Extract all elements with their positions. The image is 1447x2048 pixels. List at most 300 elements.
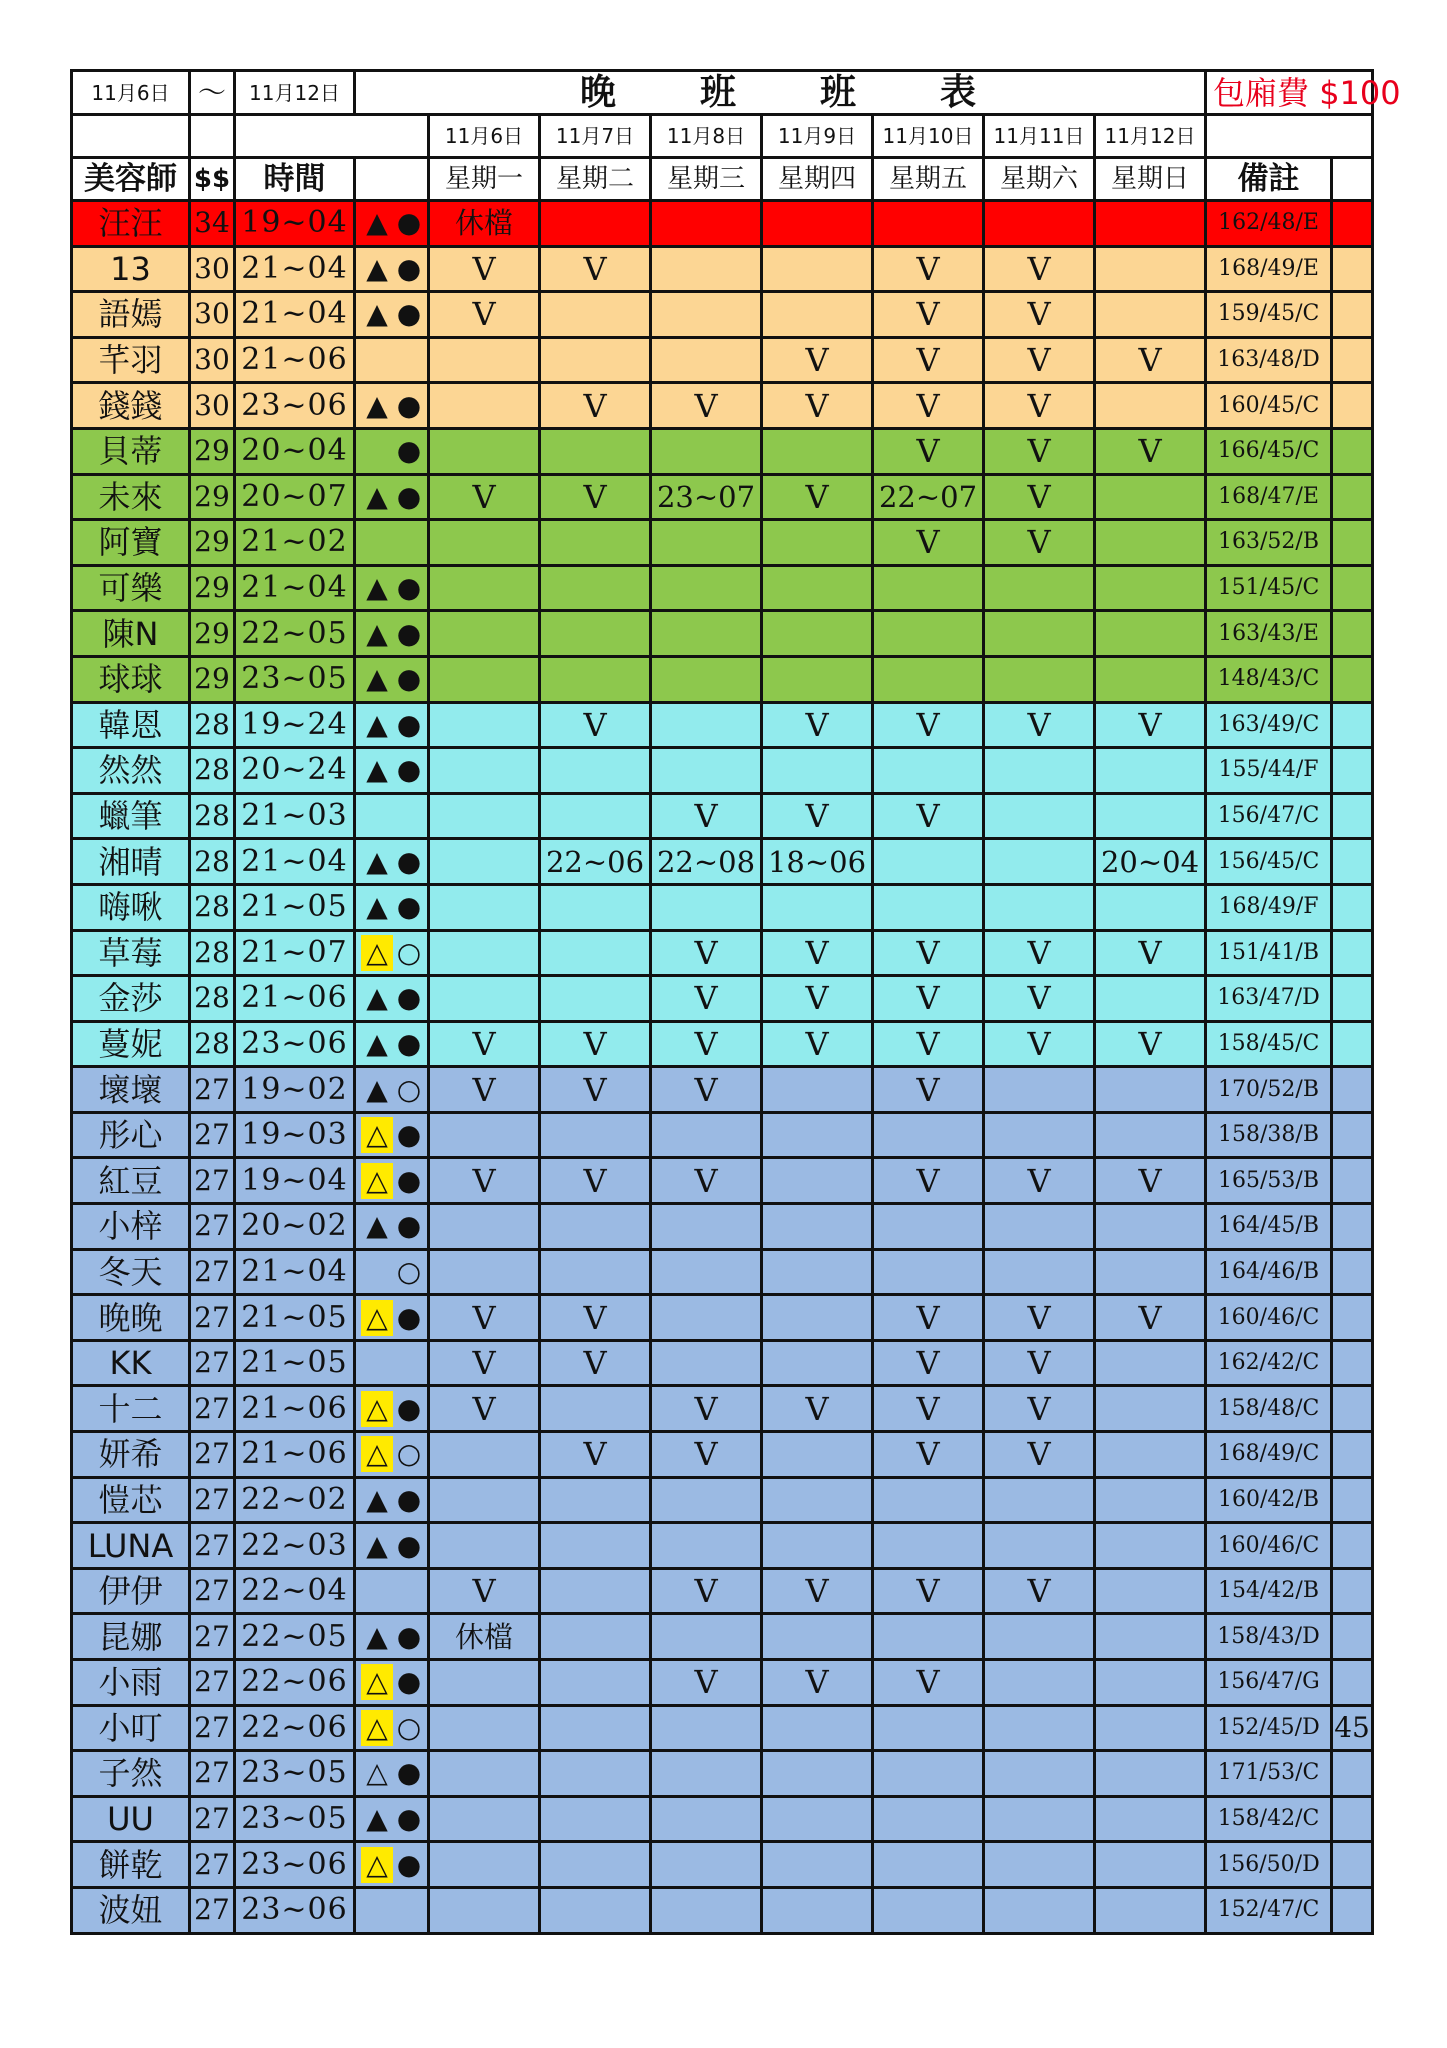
staff-hours: 22~06 xyxy=(235,1705,355,1751)
day-cell xyxy=(540,656,651,702)
extra-cell xyxy=(1332,292,1373,338)
staff-hours: 19~02 xyxy=(235,1067,355,1113)
staff-row xyxy=(72,201,1373,247)
mark-symbol: ▲ xyxy=(366,1528,388,1562)
staff-name: 錢錢 xyxy=(72,383,190,429)
staff-hours: 22~06 xyxy=(235,1660,355,1706)
day-cell xyxy=(429,337,540,383)
staff-name: LUNA xyxy=(72,1523,190,1569)
day-cell xyxy=(540,565,651,611)
day-cell: V xyxy=(873,1386,984,1432)
day-cell xyxy=(1095,1477,1206,1523)
day-cell: V xyxy=(984,1432,1095,1478)
mark-symbol: ● xyxy=(396,206,422,240)
day-cell: V xyxy=(984,520,1095,566)
staff-name: 嗨啾 xyxy=(72,884,190,930)
staff-marks xyxy=(355,1112,429,1158)
staff-note: 160/42/B xyxy=(1206,1477,1332,1523)
day-cell xyxy=(873,1751,984,1797)
day-cell: V xyxy=(984,383,1095,429)
staff-hours: 21~04 xyxy=(235,565,355,611)
mark-symbol: ● xyxy=(396,890,422,924)
staff-name: 可樂 xyxy=(72,565,190,611)
day-cell xyxy=(984,1751,1095,1797)
day-cell: V xyxy=(984,1295,1095,1341)
day-cell xyxy=(762,1432,873,1478)
day-cell: 休檔 xyxy=(429,1614,540,1660)
day-cell xyxy=(540,1523,651,1569)
day-cell xyxy=(984,1842,1095,1888)
day-cell: V xyxy=(984,1386,1095,1432)
extra-cell xyxy=(1332,1887,1373,1933)
day-cell: V xyxy=(651,976,762,1022)
day-cell: V xyxy=(984,1340,1095,1386)
day-cell: 23~07 xyxy=(651,474,762,520)
day-cell xyxy=(1095,246,1206,292)
staff-hours: 22~05 xyxy=(235,1614,355,1660)
day-cell xyxy=(651,1204,762,1250)
staff-row xyxy=(72,656,1373,702)
staff-hours: 23~05 xyxy=(235,656,355,702)
day-cell xyxy=(429,383,540,429)
extra-cell xyxy=(1332,1112,1373,1158)
extra-cell xyxy=(1332,656,1373,702)
staff-hours: 20~07 xyxy=(235,474,355,520)
staff-marks xyxy=(355,930,429,976)
staff-note: 152/47/C xyxy=(1206,1887,1332,1933)
staff-marks xyxy=(355,793,429,839)
staff-marks xyxy=(355,565,429,611)
day-cell xyxy=(540,1705,651,1751)
staff-name: 汪汪 xyxy=(72,201,190,247)
day-cell xyxy=(540,611,651,657)
staff-price: 27 xyxy=(190,1158,235,1204)
staff-marks xyxy=(355,1523,429,1569)
day-cell xyxy=(762,428,873,474)
day-cell xyxy=(651,1705,762,1751)
day-cell xyxy=(984,1249,1095,1295)
day-cell: V xyxy=(1095,930,1206,976)
staff-price: 27 xyxy=(190,1660,235,1706)
staff-hours: 21~04 xyxy=(235,246,355,292)
staff-row xyxy=(72,1432,1373,1478)
staff-row xyxy=(72,246,1373,292)
staff-note: 151/45/C xyxy=(1206,565,1332,611)
staff-row xyxy=(72,337,1373,383)
day-cell xyxy=(984,1887,1095,1933)
date-header: 11月7日 xyxy=(540,115,651,158)
day-cell xyxy=(762,884,873,930)
day-cell xyxy=(429,930,540,976)
day-cell xyxy=(429,656,540,702)
day-cell xyxy=(1095,474,1206,520)
staff-note: 159/45/C xyxy=(1206,292,1332,338)
staff-marks xyxy=(355,1705,429,1751)
staff-name: 然然 xyxy=(72,748,190,794)
staff-price: 27 xyxy=(190,1340,235,1386)
staff-price: 28 xyxy=(190,884,235,930)
day-cell xyxy=(651,1842,762,1888)
staff-row xyxy=(72,1340,1373,1386)
day-cell xyxy=(984,656,1095,702)
staff-price: 28 xyxy=(190,930,235,976)
day-cell xyxy=(1095,976,1206,1022)
day-cell xyxy=(651,292,762,338)
day-cell: V xyxy=(429,1340,540,1386)
staff-row xyxy=(72,1842,1373,1888)
day-cell: V xyxy=(651,1021,762,1067)
staff-note: 168/49/C xyxy=(1206,1432,1332,1478)
day-cell xyxy=(762,1705,873,1751)
staff-row xyxy=(72,1021,1373,1067)
day-cell xyxy=(651,1477,762,1523)
day-cell xyxy=(429,1796,540,1842)
staff-marks xyxy=(355,1204,429,1250)
day-cell xyxy=(984,1614,1095,1660)
day-cell xyxy=(873,1204,984,1250)
day-cell: V xyxy=(762,1021,873,1067)
staff-hours: 19~24 xyxy=(235,702,355,748)
staff-name: 昆娜 xyxy=(72,1614,190,1660)
day-cell xyxy=(762,1067,873,1113)
staff-marks xyxy=(355,201,429,247)
day-cell: V xyxy=(984,1158,1095,1204)
staff-marks xyxy=(355,1021,429,1067)
staff-price: 28 xyxy=(190,839,235,885)
day-cell xyxy=(873,201,984,247)
staff-price: 27 xyxy=(190,1614,235,1660)
staff-marks xyxy=(355,611,429,657)
day-cell: V xyxy=(540,1158,651,1204)
day-cell: V xyxy=(873,1568,984,1614)
weekday-header: 星期二 xyxy=(540,158,651,201)
staff-name: 阿寶 xyxy=(72,520,190,566)
staff-price: 30 xyxy=(190,337,235,383)
mark-symbol: △ xyxy=(361,1847,393,1883)
staff-note: 151/41/B xyxy=(1206,930,1332,976)
staff-note: 152/45/D xyxy=(1206,1705,1332,1751)
staff-row xyxy=(72,1614,1373,1660)
day-cell: V xyxy=(651,1386,762,1432)
staff-hours: 19~04 xyxy=(235,201,355,247)
day-cell: V xyxy=(762,1386,873,1432)
day-cell xyxy=(651,337,762,383)
staff-note: 166/45/C xyxy=(1206,428,1332,474)
staff-marks xyxy=(355,1432,429,1478)
blank-cell xyxy=(1206,115,1373,158)
day-cell xyxy=(540,1751,651,1797)
day-cell: V xyxy=(540,1295,651,1341)
day-cell xyxy=(984,201,1095,247)
staff-hours: 20~24 xyxy=(235,748,355,794)
day-cell xyxy=(984,611,1095,657)
day-cell xyxy=(762,520,873,566)
day-cell xyxy=(762,1249,873,1295)
staff-marks xyxy=(355,292,429,338)
day-cell: V xyxy=(651,793,762,839)
day-cell xyxy=(762,1751,873,1797)
staff-price: 28 xyxy=(190,748,235,794)
day-cell xyxy=(1095,1067,1206,1113)
day-cell xyxy=(651,1796,762,1842)
staff-row xyxy=(72,1523,1373,1569)
day-cell xyxy=(984,565,1095,611)
staff-hours: 22~04 xyxy=(235,1568,355,1614)
day-cell xyxy=(540,1249,651,1295)
day-cell: V xyxy=(651,1568,762,1614)
staff-price: 29 xyxy=(190,565,235,611)
day-cell xyxy=(651,1295,762,1341)
extra-cell: 45 xyxy=(1332,1705,1373,1751)
day-cell: V xyxy=(762,383,873,429)
weekday-header: 星期日 xyxy=(1095,158,1206,201)
staff-marks xyxy=(355,1158,429,1204)
day-cell xyxy=(984,1067,1095,1113)
day-cell xyxy=(429,1477,540,1523)
staff-note: 163/43/E xyxy=(1206,611,1332,657)
day-cell xyxy=(762,565,873,611)
staff-hours: 20~02 xyxy=(235,1204,355,1250)
staff-price: 29 xyxy=(190,656,235,702)
day-cell xyxy=(540,292,651,338)
day-cell: V xyxy=(984,292,1095,338)
staff-name: 波妞 xyxy=(72,1887,190,1933)
day-cell: V xyxy=(984,428,1095,474)
staff-marks xyxy=(355,1340,429,1386)
day-cell: V xyxy=(651,1432,762,1478)
staff-name: 小雨 xyxy=(72,1660,190,1706)
staff-price: 29 xyxy=(190,611,235,657)
staff-price: 27 xyxy=(190,1523,235,1569)
extra-cell xyxy=(1332,748,1373,794)
day-cell xyxy=(429,1204,540,1250)
day-cell xyxy=(762,656,873,702)
mark-symbol: ● xyxy=(396,753,422,787)
day-cell xyxy=(873,839,984,885)
date-header: 11月11日 xyxy=(984,115,1095,158)
staff-name: UU xyxy=(72,1796,190,1842)
day-cell xyxy=(1095,201,1206,247)
day-cell: 休檔 xyxy=(429,201,540,247)
staff-hours: 21~04 xyxy=(235,292,355,338)
day-cell xyxy=(651,520,762,566)
staff-row xyxy=(72,702,1373,748)
day-cell xyxy=(873,656,984,702)
extra-cell xyxy=(1332,976,1373,1022)
extra-cell xyxy=(1332,428,1373,474)
staff-hours: 23~06 xyxy=(235,383,355,429)
staff-note: 163/52/B xyxy=(1206,520,1332,566)
staff-name: 蠟筆 xyxy=(72,793,190,839)
staff-hours: 21~05 xyxy=(235,1340,355,1386)
staff-row xyxy=(72,1067,1373,1113)
day-cell xyxy=(1095,292,1206,338)
staff-row xyxy=(72,793,1373,839)
staff-note: 156/45/C xyxy=(1206,839,1332,885)
day-cell: V xyxy=(984,976,1095,1022)
mark-symbol: ● xyxy=(396,1391,422,1425)
staff-marks xyxy=(355,474,429,520)
staff-row xyxy=(72,1660,1373,1706)
day-cell xyxy=(984,1112,1095,1158)
mark-symbol: ● xyxy=(396,297,422,331)
staff-hours: 22~02 xyxy=(235,1477,355,1523)
staff-row xyxy=(72,1705,1373,1751)
staff-price: 29 xyxy=(190,428,235,474)
staff-note: 163/48/D xyxy=(1206,337,1332,383)
date-header: 11月9日 xyxy=(762,115,873,158)
day-cell xyxy=(873,1523,984,1569)
mark-symbol: ● xyxy=(396,1482,422,1516)
staff-note: 155/44/F xyxy=(1206,748,1332,794)
day-cell xyxy=(1095,565,1206,611)
weekday-header: 星期三 xyxy=(651,158,762,201)
day-cell: 20~04 xyxy=(1095,839,1206,885)
range-tilde: ～ xyxy=(190,71,235,115)
day-cell xyxy=(762,246,873,292)
staff-row xyxy=(72,748,1373,794)
mark-symbol: △ xyxy=(361,1300,393,1336)
day-cell xyxy=(540,1614,651,1660)
day-cell: V xyxy=(873,383,984,429)
day-cell xyxy=(429,520,540,566)
day-cell xyxy=(762,292,873,338)
staff-note: 160/46/C xyxy=(1206,1295,1332,1341)
staff-row xyxy=(72,292,1373,338)
staff-price: 27 xyxy=(190,1568,235,1614)
mark-symbol: ▲ xyxy=(366,1482,388,1516)
day-cell: V xyxy=(429,1158,540,1204)
day-cell xyxy=(651,428,762,474)
day-cell: V xyxy=(1095,1295,1206,1341)
staff-note: 154/42/B xyxy=(1206,1568,1332,1614)
day-cell: V xyxy=(429,1295,540,1341)
day-cell xyxy=(651,1614,762,1660)
day-cell xyxy=(984,839,1095,885)
staff-note: 158/38/B xyxy=(1206,1112,1332,1158)
day-cell xyxy=(429,428,540,474)
day-cell xyxy=(540,930,651,976)
day-cell xyxy=(540,1477,651,1523)
mark-symbol: ▲ xyxy=(366,616,388,650)
day-cell: V xyxy=(873,1432,984,1478)
staff-name: KK xyxy=(72,1340,190,1386)
day-cell xyxy=(1095,656,1206,702)
day-cell xyxy=(540,428,651,474)
day-cell: V xyxy=(429,1386,540,1432)
mark-symbol: △ xyxy=(361,1710,393,1746)
staff-name: 湘晴 xyxy=(72,839,190,885)
day-cell xyxy=(873,884,984,930)
staff-row xyxy=(72,474,1373,520)
day-cell xyxy=(429,1432,540,1478)
day-cell xyxy=(540,201,651,247)
day-cell: V xyxy=(873,246,984,292)
extra-cell xyxy=(1332,337,1373,383)
staff-price: 27 xyxy=(190,1432,235,1478)
staff-price: 29 xyxy=(190,520,235,566)
mark-symbol: ● xyxy=(396,707,422,741)
column-header-time: 時間 xyxy=(235,158,355,201)
mark-symbol: ● xyxy=(396,479,422,513)
day-cell: V xyxy=(651,1067,762,1113)
staff-hours: 21~06 xyxy=(235,976,355,1022)
day-cell: V xyxy=(984,1568,1095,1614)
mark-symbol: ● xyxy=(396,434,422,468)
staff-note: 158/42/C xyxy=(1206,1796,1332,1842)
staff-note: 162/42/C xyxy=(1206,1340,1332,1386)
staff-note: 148/43/C xyxy=(1206,656,1332,702)
extra-cell xyxy=(1332,1751,1373,1797)
day-cell xyxy=(540,1842,651,1888)
staff-price: 28 xyxy=(190,976,235,1022)
mark-symbol: ▲ xyxy=(366,1072,388,1106)
date-header: 11月8日 xyxy=(651,115,762,158)
mark-symbol: ● xyxy=(396,251,422,285)
column-header-name: 美容師 xyxy=(72,158,190,201)
header-row-columns xyxy=(72,158,1373,201)
room-fee: 包廂費 $100 xyxy=(1206,71,1373,115)
day-cell: V xyxy=(873,976,984,1022)
day-cell: V xyxy=(873,1660,984,1706)
staff-name: 蔓妮 xyxy=(72,1021,190,1067)
staff-note: 168/49/F xyxy=(1206,884,1332,930)
day-cell xyxy=(651,611,762,657)
staff-hours: 23~06 xyxy=(235,1021,355,1067)
schedule-table xyxy=(70,69,1401,1935)
day-cell xyxy=(651,1340,762,1386)
day-cell: V xyxy=(1095,1158,1206,1204)
day-cell xyxy=(1095,1112,1206,1158)
extra-cell xyxy=(1332,1432,1373,1478)
day-cell xyxy=(540,337,651,383)
staff-price: 27 xyxy=(190,1477,235,1523)
staff-marks xyxy=(355,1477,429,1523)
day-cell xyxy=(1095,884,1206,930)
staff-name: 草莓 xyxy=(72,930,190,976)
staff-marks xyxy=(355,246,429,292)
staff-row xyxy=(72,884,1373,930)
extra-cell xyxy=(1332,1204,1373,1250)
day-cell xyxy=(651,1112,762,1158)
staff-hours: 19~04 xyxy=(235,1158,355,1204)
staff-name: 彤心 xyxy=(72,1112,190,1158)
staff-hours: 21~05 xyxy=(235,1295,355,1341)
staff-name: 晚晚 xyxy=(72,1295,190,1341)
staff-row xyxy=(72,976,1373,1022)
day-cell xyxy=(429,884,540,930)
staff-name: 子然 xyxy=(72,1751,190,1797)
staff-price: 27 xyxy=(190,1842,235,1888)
day-cell xyxy=(651,884,762,930)
day-cell xyxy=(429,748,540,794)
extra-cell xyxy=(1332,884,1373,930)
column-header-notes: 備註 xyxy=(1206,158,1332,201)
mark-symbol: ○ xyxy=(396,1254,422,1288)
day-cell: V xyxy=(429,246,540,292)
day-cell xyxy=(762,1614,873,1660)
mark-symbol: ○ xyxy=(396,1072,422,1106)
day-cell xyxy=(762,1523,873,1569)
staff-marks xyxy=(355,1614,429,1660)
staff-note: 163/49/C xyxy=(1206,702,1332,748)
day-cell xyxy=(1095,1705,1206,1751)
blank-cell xyxy=(355,158,429,201)
day-cell: V xyxy=(873,702,984,748)
staff-marks xyxy=(355,748,429,794)
day-cell: V xyxy=(984,246,1095,292)
day-cell: V xyxy=(540,702,651,748)
